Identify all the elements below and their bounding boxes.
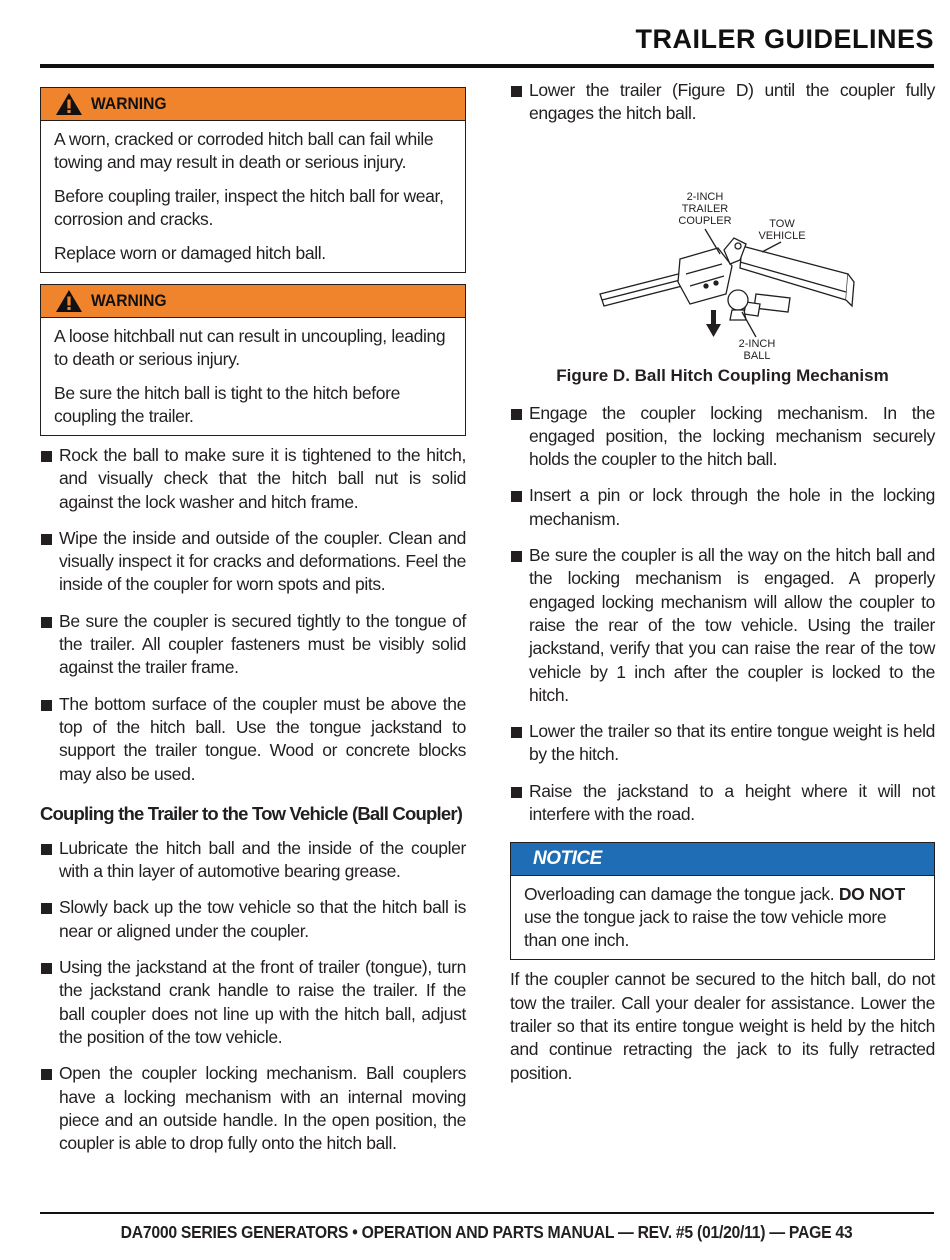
list-item: Slowly back up the tow vehicle so that the hitch ball is near or aligned under the coupler. [40,896,466,943]
warning-heading: WARNING [91,94,167,113]
bullet-square-icon [511,86,522,97]
list-item: Be sure the coupler is secured tightly to the tongue of the trailer. All coupler fasteners must be visibly solid against the trailer frame. [40,610,466,680]
notice-heading: NOTICE [533,848,602,870]
bullet-square-icon [41,451,52,462]
warning-header [41,285,465,318]
warning-body [41,121,465,272]
warning-triangle-icon [55,289,83,313]
list-item: Lower the trailer (Figure D) until the coupler fully engages the hitch ball. [510,79,935,126]
bullet-square-icon [41,844,52,855]
closing-paragraph: If the coupler cannot be secured to the hitch ball, do not tow the trailer. Call your dealer for assistance. Lower the trailer so that its entire tongue weight is held by the hitch and continue retracting the jack to its fully retracted position. [510,969,935,1083]
list-item: Open the coupler locking mechanism. Ball couplers have a locking mechanism with an internal moving piece and an outside handle. In the open position, the coupler is able to drop fully onto the hitch ball. [40,1062,466,1155]
list-item: Be sure the coupler is all the way on the hitch ball and the locking mechanism is engaged. A properly engaged locking mechanism will allow the coupler to raise the rear of the tow vehicle. Using the trailer jackstand, verify that you can raise the rear of the tow vehicle by 1 inch after the coupler is locked to the hitch. [510,544,935,707]
bullet-square-icon [511,551,522,562]
engage-steps-list [510,402,935,827]
bullet-square-icon [511,787,522,798]
warning-text: Be sure the hitch ball is tight to the hitch before coupling the trailer. [54,383,400,426]
bullet-square-icon [511,491,522,502]
list-item: Using the jackstand at the front of trailer (tongue), turn the jackstand crank handle to raise the trailer. If the ball coupler does not line up with the hitch ball, adjust the position of the tow vehicle. [40,956,466,1049]
warning-header [41,88,465,121]
notice-header [511,843,934,876]
list-item: Lubricate the hitch ball and the inside of the coupler with a thin layer of automotive bearing grease. [40,837,466,884]
bullet-square-icon [41,1069,52,1080]
page-title: TRAILER GUIDELINES [635,24,934,54]
inspection-list [40,444,466,786]
coupling-steps-list [40,837,466,1156]
list-item: The bottom surface of the coupler must be above the top of the hitch ball. Use the tongue jackstand to support the trailer tongue. Wood or concrete blocks may also be used. [40,693,466,786]
warning-text: Before coupling trailer, inspect the hitch ball for wear, corrosion and cracks. [54,186,444,229]
notice-body [511,876,934,959]
warning-heading: WARNING [91,291,167,310]
notice-text: Overloading can damage the tongue jack. DO NOT use the tongue jack to raise the tow vehicle more than one inch. [524,884,905,951]
figure-caption: Figure D. Ball Hitch Coupling Mechanism [556,365,889,385]
bullet-square-icon [41,903,52,914]
bullet-square-icon [41,963,52,974]
list-item: Engage the coupler locking mechanism. In the engaged position, the locking mechanism securely holds the coupler to the hitch ball. [510,402,935,472]
warning-text: A worn, cracked or corroded hitch ball can fail while towing and may result in death or serious injury. [54,129,434,172]
bullet-square-icon [41,534,52,545]
warning-box-hitch-ball [40,87,466,273]
figure-label-coupler: 2-INCH TRAILER COUPLER [678,190,732,227]
warning-triangle-icon [55,92,83,116]
footer-rule [40,1212,934,1214]
lower-trailer-list [510,79,935,126]
figure-label-tow-vehicle: TOW VEHICLE [758,217,806,242]
warning-body [41,318,465,435]
bullet-square-icon [41,700,52,711]
list-item: Wipe the inside and outside of the coupler. Clean and visually inspect it for cracks and deformations. Feel the inside of the coupler for worn spots and pits. [40,527,466,597]
figure-label-ball: 2-INCH BALL [738,337,776,362]
right-column [510,79,935,1085]
list-item: Rock the ball to make sure it is tightened to the hitch, and visually check that the hitch ball nut is solid against the lock washer and hitch frame. [40,444,466,514]
warning-text: A loose hitchball nut can result in uncoupling, leading to death or serious injury. [54,326,446,369]
list-item: Insert a pin or lock through the hole in the locking mechanism. [510,484,935,531]
bullet-square-icon [511,409,522,420]
list-item: Lower the trailer so that its entire tongue weight is held by the hitch. [510,720,935,767]
figure-d-ball-hitch [510,134,935,366]
page-footer: DA7000 SERIES GENERATORS • OPERATION AND PARTS MANUAL — REV. #5 (01/20/11) — PAGE 43 [121,1222,853,1242]
notice-box [510,842,935,960]
notice-emphasis: DO NOT [838,884,905,905]
header-rule [40,64,934,68]
warning-text: Replace worn or damaged hitch ball. [54,243,326,263]
section-heading: Coupling the Trailer to the Tow Vehicle (Ball Coupler) [40,802,463,824]
ball-hitch-illustration [510,134,935,366]
left-column [40,87,466,1168]
bullet-square-icon [41,617,52,628]
list-item: Raise the jackstand to a height where it will not interfere with the road. [510,780,935,827]
bullet-square-icon [511,727,522,738]
warning-box-hitchball-nut [40,284,466,436]
